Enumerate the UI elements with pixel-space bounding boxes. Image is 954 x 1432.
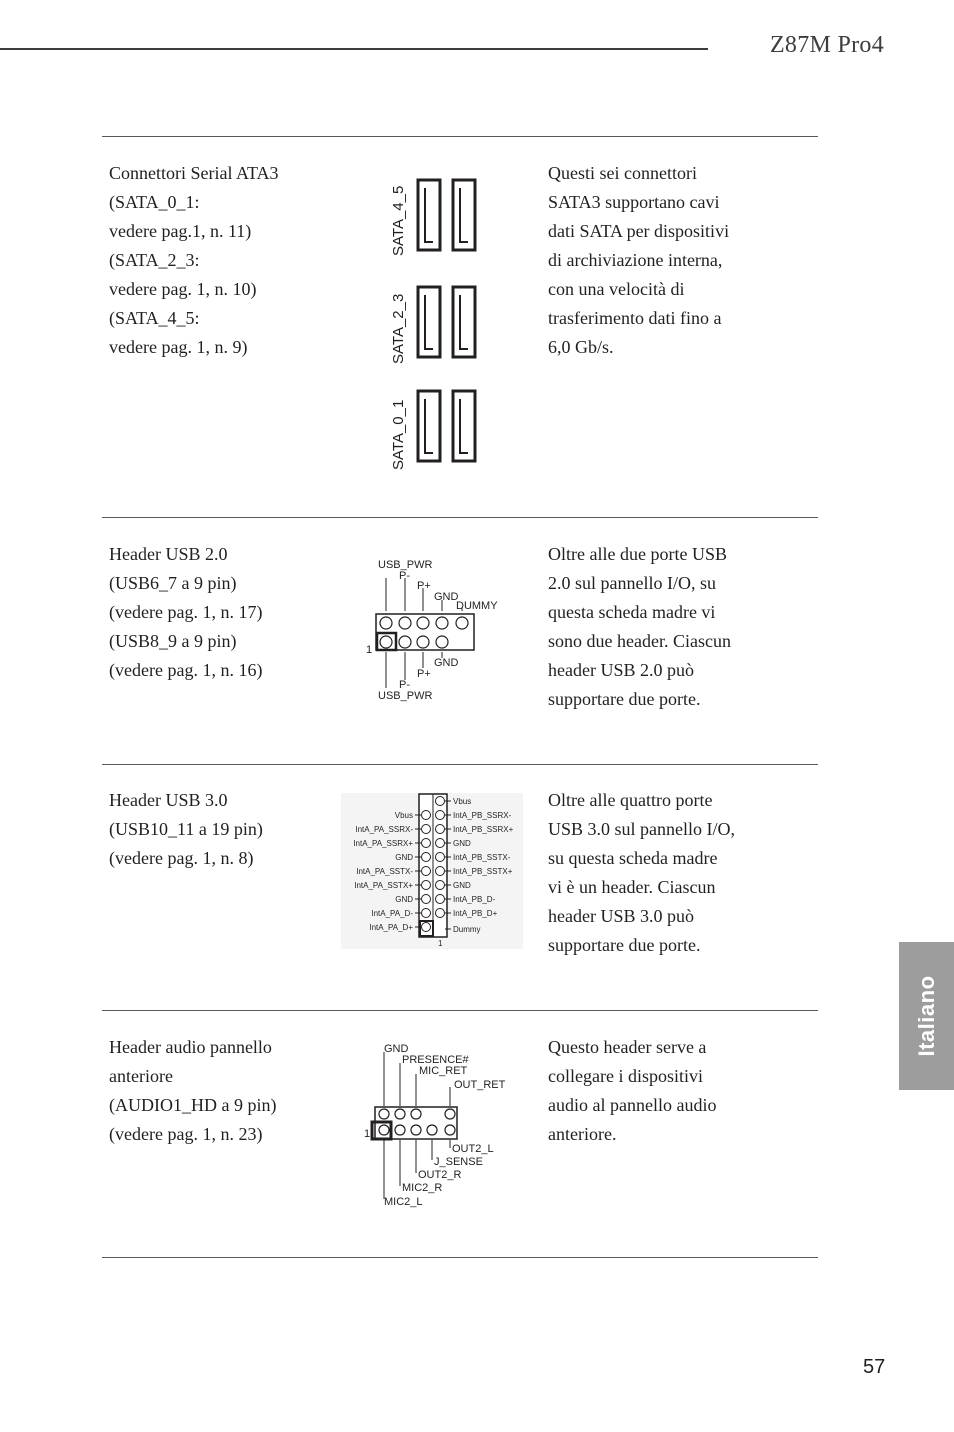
pin-label: GND (384, 1043, 409, 1055)
text-line: dati SATA per dispositivi (548, 221, 730, 241)
text-line: Oltre alle due porte USB (548, 544, 727, 564)
header-rule (0, 48, 708, 50)
p-minus-bottom-label: P- (399, 679, 410, 691)
text-line: di archiviazione interna, (548, 250, 723, 270)
pin-label: IntA_PA_D+ (369, 923, 413, 932)
pin-label: IntA_PA_SSRX+ (353, 839, 413, 848)
text-line: Header USB 2.0 (109, 544, 228, 564)
text-line: audio al pannello audio (548, 1095, 717, 1115)
text-line: (USB8_9 a 9 pin) (109, 631, 237, 651)
text-line: (AUDIO1_HD a 9 pin) (109, 1095, 277, 1115)
section-divider (102, 1010, 818, 1011)
language-tab (899, 942, 954, 1090)
pin-label: Dummy (453, 925, 481, 934)
text-line: (vedere pag. 1, n. 17) (109, 602, 263, 622)
sata-description (109, 159, 339, 362)
sata-2-3-label: SATA_2_3 (390, 293, 407, 364)
text-line: vi è un header. Ciascun (548, 877, 716, 897)
text-line: trasferimento dati fino a (548, 308, 722, 328)
text-line: header USB 2.0 può (548, 660, 694, 680)
model-title: Z87M Pro4 (769, 32, 884, 58)
audio-explanation (548, 1033, 778, 1149)
text-line: USB 3.0 sul pannello I/O, (548, 819, 735, 839)
section-divider (102, 764, 818, 765)
pin-label: OUT_RET (454, 1079, 506, 1091)
page-number: 57 (863, 1356, 886, 1378)
text-line: (SATA_4_5: (109, 308, 200, 328)
pin-label: OUT2_R (418, 1169, 462, 1181)
pin-label: IntA_PB_SSRX- (453, 811, 512, 820)
sata-port-1 (453, 391, 475, 461)
pin-label: IntA_PB_D- (453, 895, 496, 904)
audio-header-diagram (362, 1040, 512, 1217)
sata-4-5-label: SATA_4_5 (390, 185, 407, 256)
text-line: (SATA_0_1: (109, 192, 200, 212)
text-line: questa scheda madre vi (548, 602, 716, 622)
pin-label: MIC_RET (419, 1065, 468, 1077)
pin-label: J_SENSE (434, 1156, 483, 1168)
pin-label: IntA_PA_SSTX- (356, 867, 413, 876)
text-line: (vedere pag. 1, n. 8) (109, 848, 254, 868)
sata-port-0 (418, 391, 440, 461)
sata-0-1-label: SATA_0_1 (390, 399, 407, 470)
text-line: header USB 3.0 può (548, 906, 694, 926)
sata-port-5 (453, 180, 475, 250)
pin1-label: 1 (364, 1128, 371, 1140)
text-line: sono due header. Ciascun (548, 631, 731, 651)
pin-label: GND (395, 895, 413, 904)
pin-label: GND (453, 881, 471, 890)
p-plus-bottom-label: P+ (417, 668, 431, 680)
text-line: con una velocità di (548, 279, 685, 299)
pin-label: Vbus (394, 811, 413, 820)
text-line: (vedere pag. 1, n. 23) (109, 1124, 263, 1144)
text-line: collegare i dispositivi (548, 1066, 703, 1086)
text-line: vedere pag.1, n. 11) (109, 221, 252, 241)
pin-label: MIC2_R (402, 1182, 443, 1194)
section-divider (102, 1257, 818, 1258)
text-line: Header audio pannello (109, 1037, 272, 1057)
usb-pwr-top-label: USB_PWR (378, 559, 433, 571)
text-line: Header USB 3.0 (109, 790, 228, 810)
pin-label: Vbus (453, 797, 472, 806)
usb3-explanation (548, 786, 778, 960)
usb2-description (109, 540, 339, 685)
section-divider (102, 517, 818, 518)
text-line: (vedere pag. 1, n. 16) (109, 660, 263, 680)
dummy-label: DUMMY (456, 600, 498, 612)
pin-label: MIC2_L (384, 1196, 423, 1208)
usb2-header-diagram (362, 556, 512, 711)
text-line: SATA3 supportano cavi (548, 192, 720, 212)
pin-label: IntA_PA_SSTX+ (354, 881, 413, 890)
text-line: Questi sei connettori (548, 163, 697, 183)
section-divider (102, 136, 818, 137)
text-line: (USB10_11 a 19 pin) (109, 819, 263, 839)
text-line: anteriore (109, 1066, 173, 1086)
text-line: Connettori Serial ATA3 (109, 163, 279, 183)
text-line: (SATA_2_3: (109, 250, 200, 270)
pin-label: PRESENCE# (402, 1054, 469, 1066)
sata-explanation (548, 159, 778, 362)
gnd-bottom-label: GND (434, 657, 459, 669)
text-line: 2.0 sul pannello I/O, su (548, 573, 716, 593)
usb3-header-diagram (341, 793, 523, 954)
pin-label: OUT2_L (452, 1143, 494, 1155)
p-plus-top-label: P+ (417, 580, 431, 592)
sata-connector-diagram (380, 172, 490, 477)
usb-pwr-bottom-label: USB_PWR (378, 690, 433, 702)
pin-label: GND (453, 839, 471, 848)
sata-port-4 (418, 180, 440, 250)
pin1-label: 1 (366, 644, 373, 656)
text-line: vedere pag. 1, n. 9) (109, 337, 248, 357)
text-line: supportare due porte. (548, 935, 701, 955)
pin-label: IntA_PA_D- (371, 909, 413, 918)
pin-label: IntA_PB_SSRX+ (453, 825, 514, 834)
text-line: su questa scheda madre (548, 848, 718, 868)
audio-description (109, 1033, 339, 1149)
pin-label: IntA_PB_SSTX- (453, 853, 511, 862)
sata-port-3 (453, 287, 475, 357)
language-tab-label: Italiano (913, 975, 939, 1057)
sata-port-2 (418, 287, 440, 357)
gnd-top-label: GND (434, 591, 459, 603)
text-line: anteriore. (548, 1124, 617, 1144)
text-line: 6,0 Gb/s. (548, 337, 614, 357)
p-minus-top-label: P- (399, 570, 410, 582)
usb2-explanation (548, 540, 778, 714)
text-line: supportare due porte. (548, 689, 701, 709)
text-line: vedere pag. 1, n. 10) (109, 279, 257, 299)
text-line: Oltre alle quattro porte (548, 790, 713, 810)
pin-label: IntA_PB_SSTX+ (453, 867, 513, 876)
pin1-label: 1 (438, 939, 443, 948)
text-line: (USB6_7 a 9 pin) (109, 573, 237, 593)
text-line: Questo header serve a (548, 1037, 707, 1057)
pin-label: GND (395, 853, 413, 862)
pin-label: IntA_PA_SSRX- (355, 825, 413, 834)
usb3-description (109, 786, 339, 873)
pin-label: IntA_PB_D+ (453, 909, 498, 918)
